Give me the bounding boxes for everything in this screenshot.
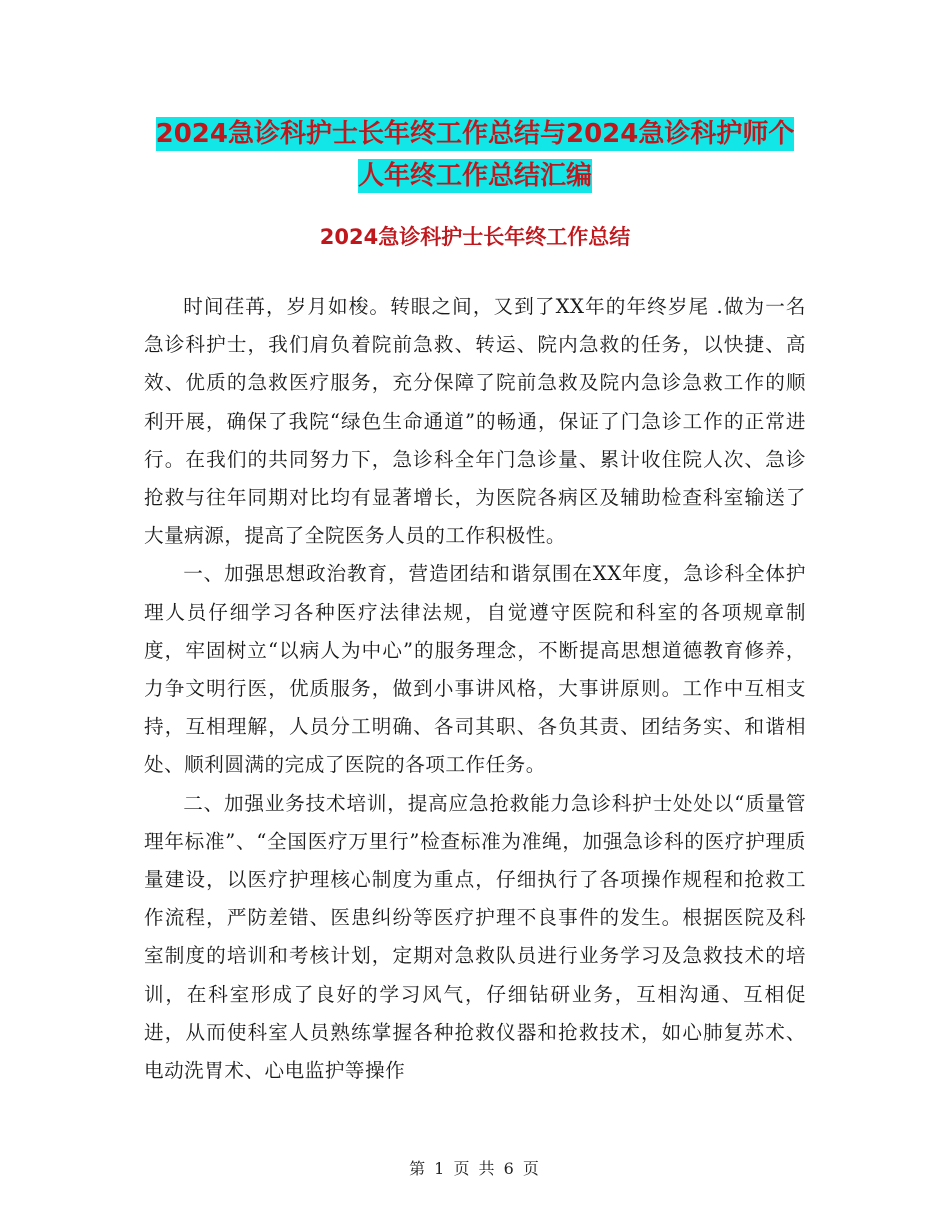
page-footer: 第 1 页 共 6 页 [409,1159,541,1178]
body-text [144,288,806,1090]
document-title-line-1: 2024急诊科护士长年终工作总结与2024急诊科护师个 [155,119,795,149]
paragraph-intro: 时间荏苒，岁月如梭。转眼之间，又到了XX年的年终岁尾 .做为一名急诊科护士，我们肩负着院前急救、转运、院内急救的任务，以快捷、高效、优质的急救医疗服务，充分保障了院前急救及院内急诊急救工作的顺利开展，确保了我院“绿色生命通道”的畅通，保证了门急诊工作的正常进行。在我们的共同努力下，急诊科全年门急诊量、累计收住院人次、急诊抢救与往年同期对比均有显著增长，为医院各病区及辅助检查科室输送了大量病源，提高了全院医务人员的工作积极性。 [144,295,806,548]
paragraph-section-2: 二、加强业务技术培训，提高应急抢救能力急诊科护士处处以“质量管理年标准”、“全国医疗万里行”检查标准为准绳，加强急诊科的医疗护理质量建设，以医疗护理核心制度为重点，仔细执行了各项操作规程和抢救工作流程，严防差错、医患纠纷等医疗护理不良事件的发生。根据医院及科室制度的培训和考核计划，定期对急救队员进行业务学习及急救技术的培训，在科室形成了良好的学习风气，仔细钻研业务，互相沟通、互相促进，从而使科室人员熟练掌握各种抢救仪器和抢救技术，如心肺复苏术、电动洗胃术、心电监护等操作 [144,791,806,1083]
paragraph-section-1: 一、加强思想政治教育，营造团结和谐氛围在XX年度，急诊科全体护理人员仔细学习各种医疗法律法规，自觉遵守医院和科室的各项规章制度，牢固树立“以病人为中心”的服务理念，不断提高思想道德教育修养，力争文明行医，优质服务，做到小事讲风格，大事讲原则。工作中互相支持，互相理解，人员分工明确、各司其职、各负其责、团结务实、和谐相处、顺利圆满的完成了医院的各项工作任务。 [144,562,806,777]
document-title-line-2: 人年终工作总结汇编 [357,161,592,191]
section-title: 2024急诊科护士长年终工作总结 [319,225,631,249]
